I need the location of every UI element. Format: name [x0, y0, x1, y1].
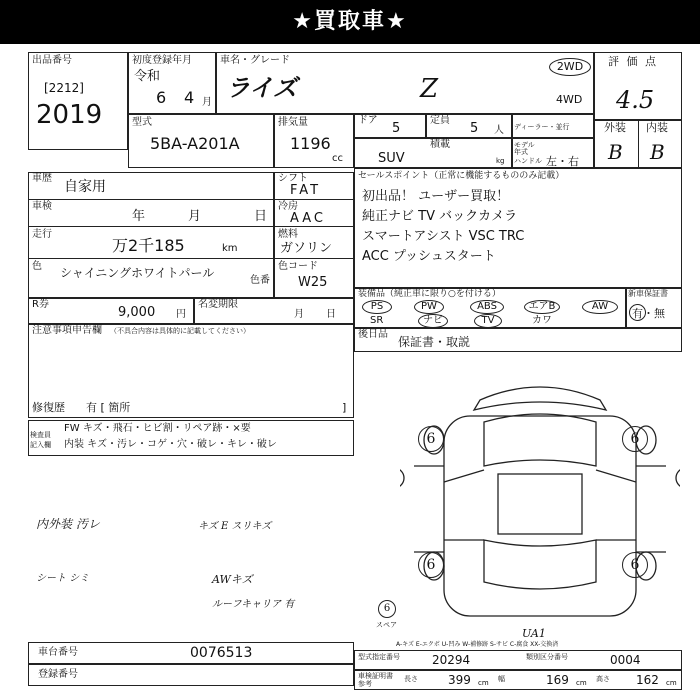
mileage-value: 万2千185 — [112, 236, 185, 255]
diagram-mark-4: 6 — [622, 552, 648, 578]
lot-bracket: [2212] — [44, 81, 84, 95]
body-value: SUV — [378, 151, 405, 166]
mileage-label: 走行 — [32, 229, 52, 240]
auction-sheet — [0, 44, 700, 700]
equip-abs: ABS — [470, 300, 504, 314]
warranty-label: 新車保証書 — [628, 289, 668, 298]
car-name-label: 車名・グレード — [220, 55, 290, 66]
sales-points-box — [354, 168, 682, 288]
equip-tv: TV — [474, 314, 502, 328]
name-change-label: 名変期限 — [198, 299, 238, 310]
sales-points-title: セールスポイント（正常に機能するもののみ記載） — [358, 171, 565, 181]
diagram-mark-1: 6 — [418, 426, 444, 452]
after-items-value: 保証書・取説 — [398, 335, 471, 349]
recycle-ticket-value: 9,000 — [118, 305, 156, 320]
warranty-yes-circle — [629, 304, 646, 321]
width-label: 幅 — [498, 675, 505, 683]
sales-line-2: 純正ナビ TV バックカメラ — [362, 209, 518, 224]
handwritten-note-4: AWキズ — [212, 573, 253, 586]
history-type-label: 車歴 — [32, 173, 52, 184]
seats-value: 5 — [470, 121, 479, 136]
drive-4wd: 4WD — [556, 93, 583, 106]
length-unit: cm — [478, 679, 489, 687]
car-name: ライズ — [226, 73, 298, 102]
drive-2wd-circle: 2WD — [549, 58, 591, 76]
fuel-label: 燃料 — [278, 229, 298, 240]
color-value: シャイニングホワイトパール — [60, 266, 215, 280]
inspector-row-1: FW キズ・飛石・ヒビ割・リペア跡・×要 — [64, 423, 251, 434]
warranty-value: 有・無 — [632, 307, 665, 320]
body-label: 積載 — [430, 139, 450, 150]
width-unit: cm — [576, 679, 587, 687]
width-value: 169 — [546, 673, 569, 687]
car-grade: Z — [420, 74, 439, 104]
dealer-label: ディーラー・並行 — [514, 123, 570, 131]
dimensions-label: 車検証明書 参考 — [358, 672, 393, 688]
height-unit: cm — [666, 679, 677, 687]
inspection-month: 月 — [188, 209, 202, 224]
class-number-value: 0004 — [610, 653, 641, 667]
inspector-label: 検査員 記入欄 — [30, 431, 51, 449]
height-value: 162 — [636, 673, 659, 687]
equip-navi: ナビ — [418, 314, 448, 328]
notes-box — [28, 324, 354, 418]
registration-era: 令和 — [134, 69, 161, 84]
exterior-grade: B — [608, 140, 623, 164]
score-value: 4.5 — [616, 86, 655, 114]
class-number-label: 類別区分番号 — [526, 653, 568, 661]
handle-value: 左・右 — [546, 155, 579, 168]
length-value: 399 — [448, 673, 471, 687]
shift-value: FAT — [290, 183, 322, 198]
displacement-unit: cc — [332, 153, 343, 164]
interior-label: 内装 — [646, 121, 668, 134]
door-value: 5 — [392, 121, 401, 136]
ac-value: AAC — [290, 211, 326, 226]
equip-pw: PW — [414, 300, 444, 314]
height-label: 高さ — [596, 675, 610, 683]
color-code-label: 色コード — [278, 261, 318, 272]
registration-label: 初度登録年月 — [132, 55, 192, 66]
diagram-mark-3: 6 — [418, 552, 444, 578]
handwritten-note-1: 内外装 汚レ — [36, 517, 100, 531]
registration-month: 4 — [184, 88, 195, 107]
interior-grade: B — [650, 140, 665, 164]
type-designation-value: 20294 — [432, 653, 471, 667]
recycle-ticket-label: R券 — [32, 299, 49, 310]
displacement-label: 排気量 — [278, 117, 308, 128]
repair-history-close: ] — [342, 401, 347, 414]
mileage-unit: km — [222, 243, 238, 254]
equip-ps: PS — [362, 300, 392, 314]
inspection-label: 車検 — [32, 201, 52, 212]
handle-label: ハンドル — [514, 157, 542, 165]
diagram-mark-2: 6 — [622, 426, 648, 452]
sales-line-1: 初出品！ ユーザー買取！ — [362, 189, 510, 204]
equip-airbag: エアB — [524, 300, 560, 314]
inspection-year: 年 — [132, 209, 146, 224]
damage-legend: A-キズ E-エクボ U-凹み W-補修跡 S-サビ C-腐食 XX-交換済 — [396, 641, 559, 648]
equip-leather: カワ — [532, 315, 552, 326]
lot-number-label: 出品番号 — [32, 55, 72, 66]
page-banner: ★買取車★ — [0, 0, 700, 44]
registration-number-label: 登録番号 — [38, 669, 78, 680]
color-label: 色 — [32, 261, 42, 272]
lot-year: 2019 — [36, 100, 103, 130]
color-code-value: W25 — [298, 275, 328, 290]
sales-line-3: スマートアシスト VSC TRC — [362, 229, 525, 244]
seats-label: 定員 — [430, 115, 450, 126]
fuel-value: ガソリン — [280, 241, 333, 256]
kg-unit: kg — [496, 157, 505, 165]
notes-subtitle: （不具合内容は具体的に記載してください） — [110, 327, 250, 335]
handwritten-ua1: UA1 — [522, 627, 546, 640]
score-label: 評 価 点 — [608, 55, 658, 68]
equip-sr: SR — [370, 315, 384, 326]
model-year-label: モデル 年式 — [514, 141, 535, 156]
month-unit: 月 — [202, 97, 212, 108]
door-label: ドア — [358, 115, 378, 126]
chassis-value: 0076513 — [190, 645, 253, 661]
name-change-month: 月 — [294, 309, 304, 320]
equip-aw: AW — [582, 300, 618, 314]
repair-history-label: 修復歴 — [32, 401, 65, 414]
model-code: 5BA-A201A — [150, 134, 240, 153]
inspector-row-2: 内装 キズ・汚レ・コゲ・穴・破レ・キレ・破レ — [64, 439, 277, 450]
spare-label: スペア — [376, 621, 397, 629]
handwritten-note-2: キズ E スリキズ — [198, 521, 272, 532]
length-label: 長さ — [404, 675, 418, 683]
ac-label: 冷房 — [278, 201, 298, 212]
registration-year: 6 — [156, 88, 167, 107]
name-change-day: 日 — [326, 309, 336, 320]
displacement-value: 1196 — [290, 134, 331, 153]
after-items-label: 後日品 — [358, 329, 388, 340]
shift-label: シフト — [278, 173, 308, 184]
handwritten-note-3: シート シミ — [36, 573, 90, 584]
seats-unit: 人 — [494, 125, 504, 136]
exterior-label: 外装 — [604, 121, 626, 134]
model-label: 型式 — [132, 117, 152, 128]
type-designation-label: 型式指定番号 — [358, 653, 400, 661]
notes-title: 注意事項申告欄 — [32, 325, 102, 336]
car-condition-diagram — [400, 370, 680, 630]
color-number-label: 色番 — [250, 275, 270, 286]
history-type-value: 自家用 — [64, 179, 106, 195]
diagram-mark-5: 6 — [378, 600, 396, 618]
repair-history-value: 有 [ 箇所 — [86, 401, 131, 414]
recycle-ticket-unit: 円 — [176, 309, 186, 320]
equipment-title: 装備品（純正車に限り○を付ける） — [358, 289, 501, 299]
chassis-label: 車台番号 — [38, 647, 78, 658]
handwritten-note-5: ルーフキャリア 有 — [212, 599, 295, 610]
sales-line-4: ACC プッシュスタート — [362, 249, 496, 264]
recycle-ticket-box — [28, 298, 194, 324]
inspection-day: 日 — [254, 209, 268, 224]
